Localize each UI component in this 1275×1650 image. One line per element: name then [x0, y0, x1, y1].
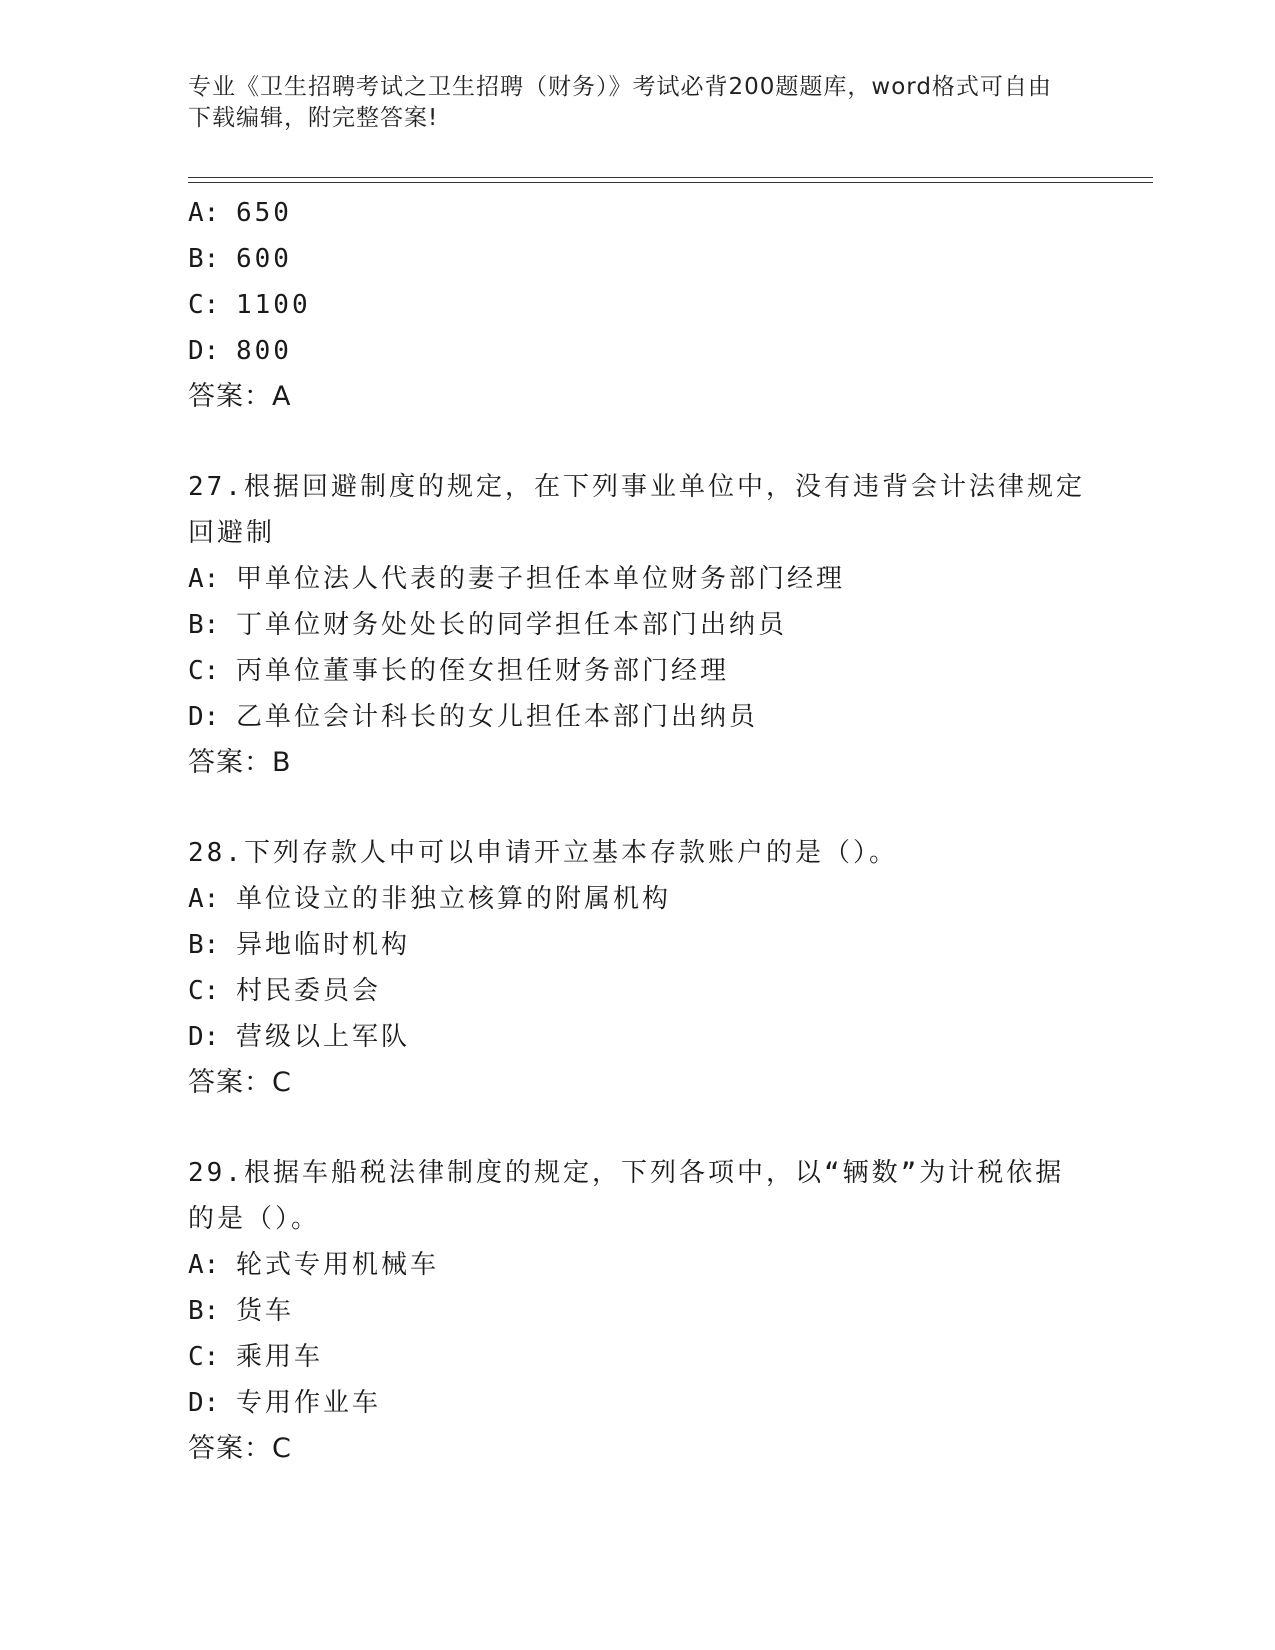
option-a: A: 轮式专用机械车 — [188, 1250, 440, 1280]
answer: 答案：B — [188, 747, 292, 778]
question-block — [188, 190, 1088, 420]
option-c: C: 村民委员会 — [188, 976, 382, 1006]
option-b: B: 异地临时机构 — [188, 930, 411, 960]
option-a: A: 甲单位法人代表的妻子担任本单位财务部门经理 — [188, 564, 846, 594]
question-block — [188, 1150, 1088, 1472]
question-text: 28.下列存款人中可以申请开立基本存款账户的是（）。 — [188, 838, 898, 868]
header-rule-top — [188, 177, 1153, 178]
option-c: C: 乘用车 — [188, 1342, 324, 1372]
answer: 答案：A — [188, 381, 292, 412]
option-b: B: 货车 — [188, 1296, 295, 1326]
question-list — [188, 190, 1088, 1472]
option-b: B: 600 — [188, 244, 292, 274]
option-d: D: 营级以上军队 — [188, 1022, 411, 1052]
question-text: 27.根据回避制度的规定，在下列事业单位中，没有违背会计法律规定 — [188, 472, 1085, 502]
option-c: C: 1100 — [188, 290, 311, 320]
option-a: A: 650 — [188, 198, 292, 228]
option-d: D: 专用作业车 — [188, 1388, 382, 1418]
question-text: 29.根据车船税法律制度的规定，下列各项中，以“辆数”为计税依据 — [188, 1158, 1065, 1188]
option-c: C: 丙单位董事长的侄女担任财务部门经理 — [188, 656, 730, 686]
option-d: D: 800 — [188, 336, 292, 366]
option-d: D: 乙单位会计科长的女儿担任本部门出纳员 — [188, 702, 759, 732]
answer: 答案：C — [188, 1067, 292, 1098]
question-text-cont: 回避制 — [188, 518, 276, 548]
page-header: 专业《卫生招聘考试之卫生招聘（财务）》考试必背200题题库，word格式可自由下载编辑，附完整答案! — [188, 74, 1052, 131]
question-text-cont: 的是（）。 — [188, 1204, 321, 1234]
question-block — [188, 464, 1088, 786]
answer: 答案：C — [188, 1433, 292, 1464]
option-a: A: 单位设立的非独立核算的附属机构 — [188, 884, 672, 914]
header-rule-bottom — [188, 182, 1153, 183]
option-b: B: 丁单位财务处处长的同学担任本部门出纳员 — [188, 610, 788, 640]
question-block — [188, 830, 1088, 1106]
